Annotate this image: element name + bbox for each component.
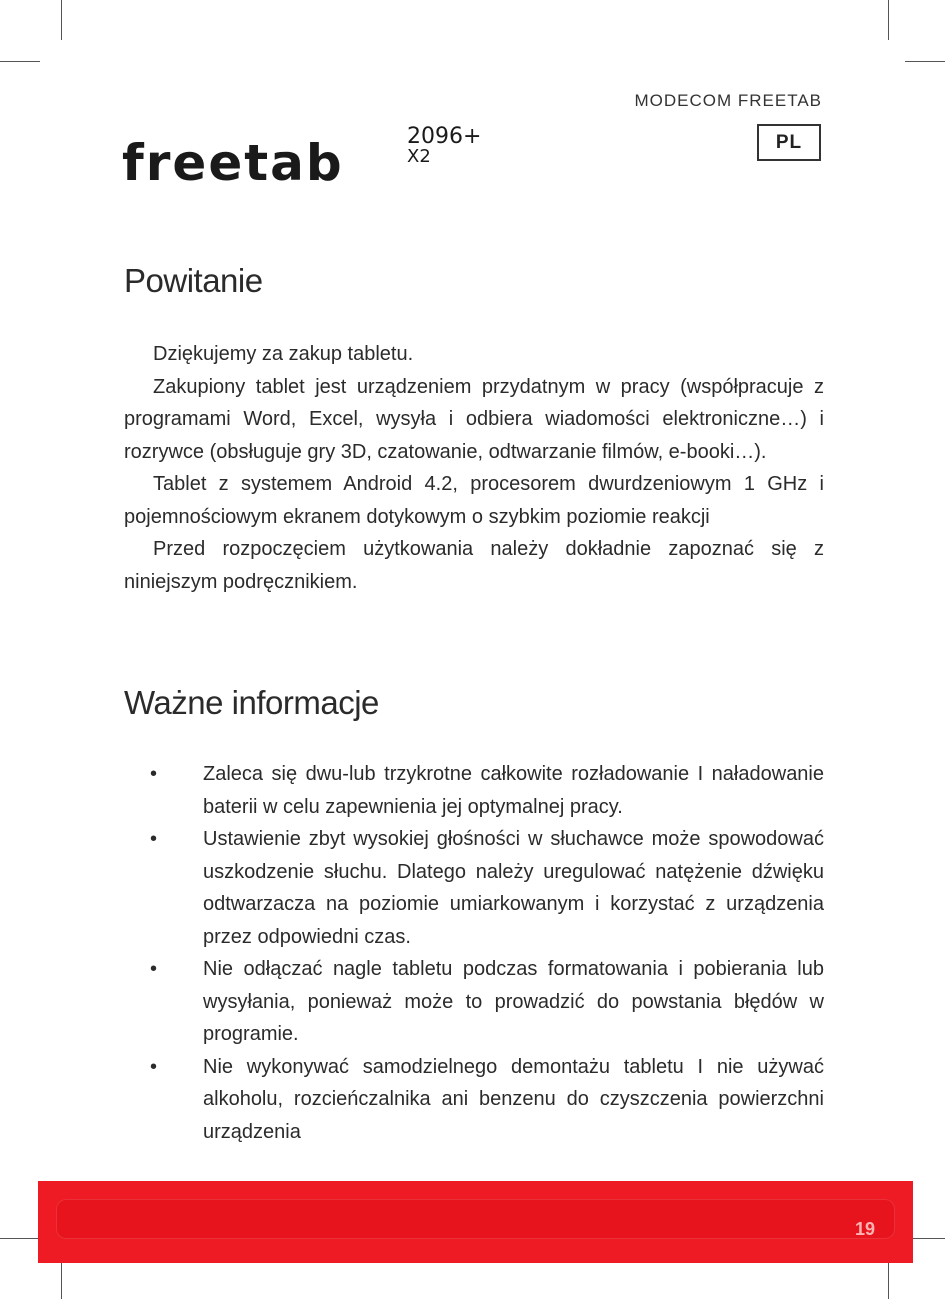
language-badge: PL bbox=[757, 124, 821, 161]
welcome-body bbox=[124, 338, 824, 598]
logo-variant: X2 bbox=[407, 146, 431, 167]
paragraph: Dziękujemy za zakup tabletu. bbox=[153, 343, 414, 365]
paragraph: Przed rozpoczęciem użytkowania należy dokładnie zapoznać się z niniejszym podręcznikiem. bbox=[124, 538, 824, 593]
list-item-text: Zaleca się dwu-lub trzykrotne całkowite rozładowanie I naładowanie baterii w celu zapewnienia jej optymalnej pracy. bbox=[203, 763, 824, 818]
bullet-icon: • bbox=[150, 958, 158, 980]
section-heading-important: Ważne informacje bbox=[124, 684, 379, 721]
list-item-text: Nie odłączać nagle tabletu podczas formatowania i pobierania lub wysyłania, ponieważ może to prowadzić do powstania błędów w programie. bbox=[203, 958, 824, 1045]
footer-bar bbox=[38, 1181, 913, 1263]
product-logo bbox=[122, 120, 512, 190]
logo-name: freetab bbox=[122, 134, 344, 192]
list-item-text: Ustawienie zbyt wysokiej głośności w słuchawce może spowodować uszkodzenie słuchu. Dlatego należy uregulować natężenie dźwięku odtwarzacza na poziomie umiarkowanym i korzystać z urządzenia przez odpowiedni czas. bbox=[203, 828, 824, 948]
crop-mark bbox=[905, 61, 945, 62]
crop-mark bbox=[0, 1238, 40, 1239]
paragraph: Tablet z systemem Android 4.2, procesorem dwurdzeniowym 1 GHz i pojemnościowym ekranem dotykowym o szybkim poziomie reakcji bbox=[124, 473, 824, 528]
bullet-icon: • bbox=[150, 1055, 158, 1078]
list-item-text: Nie wykonywać samodzielnego demontażu tabletu I nie używać alkoholu, rozcieńczalnika ani benzenu do czyszczenia powierzchni urządzenia bbox=[203, 1055, 824, 1143]
paragraph: Zakupiony tablet jest urządzeniem przydatnym w pracy (współpracuje z programami Word, Excel, wysyła i odbiera wiadomości elektroniczne…) i rozrywce (obsługuje gry 3D, czatowanie, odtwarzanie filmów, e-booki…). bbox=[124, 375, 824, 463]
crop-mark bbox=[61, 1259, 62, 1299]
bullet-icon: • bbox=[150, 828, 158, 850]
crop-mark bbox=[888, 1259, 889, 1299]
important-list bbox=[150, 758, 824, 1148]
crop-mark bbox=[61, 0, 62, 40]
bullet-icon: • bbox=[150, 763, 158, 785]
brand-header: MODECOM FREETAB bbox=[634, 91, 822, 110]
footer-inner-panel bbox=[56, 1199, 895, 1239]
list-item bbox=[150, 758, 824, 823]
section-heading-welcome: Powitanie bbox=[124, 262, 263, 299]
list-item bbox=[150, 1051, 824, 1149]
page-number: 19 bbox=[854, 1219, 875, 1239]
crop-mark bbox=[0, 61, 40, 62]
crop-mark bbox=[888, 0, 889, 40]
list-item bbox=[150, 823, 824, 953]
list-item bbox=[150, 953, 824, 1051]
logo-model: 2096+ bbox=[407, 124, 482, 149]
